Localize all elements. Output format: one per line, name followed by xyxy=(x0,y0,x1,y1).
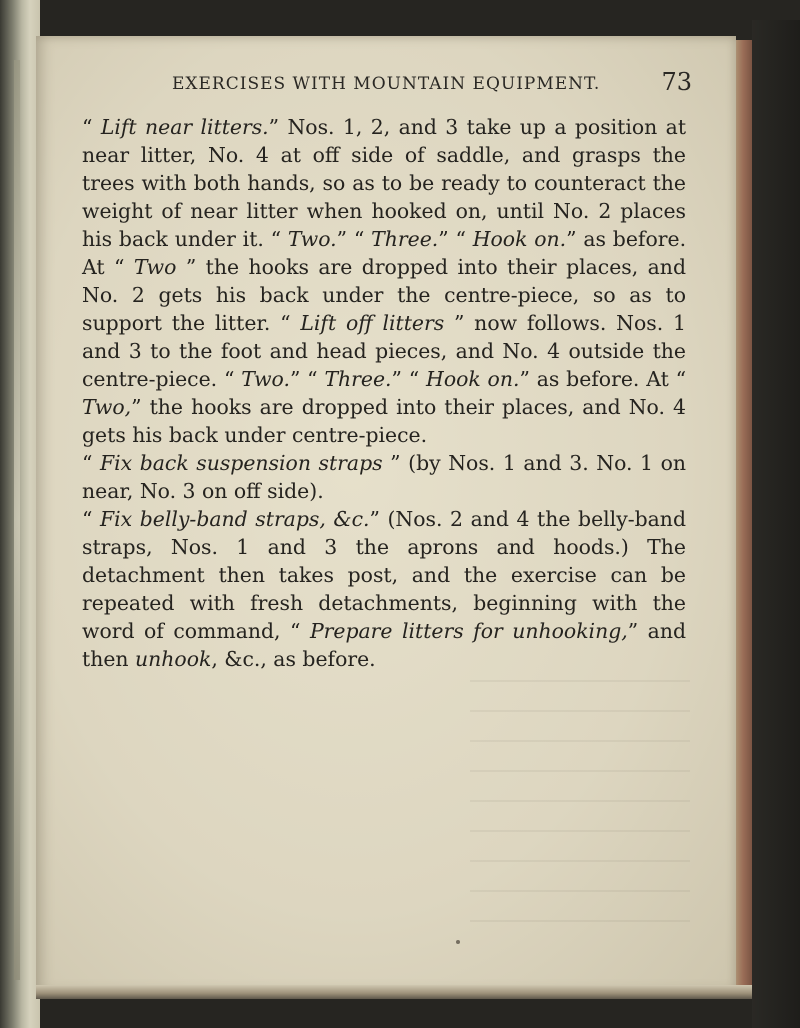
text-run: “ xyxy=(82,451,100,475)
text-run: , &c., as before. xyxy=(211,647,376,671)
command-phrase: unhook xyxy=(135,647,212,671)
page-header xyxy=(172,66,692,100)
book-cover-edge xyxy=(752,20,800,1028)
text-run: ” “ xyxy=(289,367,325,391)
paragraph-fix-belly-band xyxy=(82,505,686,673)
command-phrase: Two, xyxy=(82,395,132,419)
binding-stripe xyxy=(14,60,20,980)
command-phrase: Hook on. xyxy=(426,367,520,391)
page-number: 73 xyxy=(661,68,692,96)
text-run: ” the hooks are dropped into their places, and No. 2 gets his back under the centre-piece, so as to support the litter. “ xyxy=(82,255,686,335)
command-phrase: Fix belly-band straps, &c. xyxy=(100,507,370,531)
command-phrase: Two. xyxy=(241,367,290,391)
text-run: ” now follows. Nos. 1 and 3 to the foot and head pieces, and No. 4 outside the centre-piece. “ xyxy=(82,311,686,391)
page-bottom-edge xyxy=(36,985,752,999)
body-text xyxy=(82,113,686,673)
command-phrase: Hook on. xyxy=(472,227,567,251)
text-run: ” the hooks are dropped into their places, and No. 4 gets his back under centre-piece. xyxy=(82,395,686,447)
paragraph-fix-back-suspension xyxy=(82,449,686,505)
command-phrase: Lift off litters xyxy=(300,311,445,335)
text-run: ” as before. At “ xyxy=(519,367,687,391)
text-run: ” Nos. 1, 2, and 3 take up a position at near litter, No. 4 at off side of saddle, and grasps the trees with both hands, so as to be ready to counteract the weight of near litter when hooked on, until No. 2 places his back under it. “ xyxy=(82,115,687,251)
text-run: ” “ xyxy=(336,227,372,251)
show-through-text xyxy=(470,680,690,930)
command-phrase: Three. xyxy=(371,227,439,251)
ink-speck xyxy=(456,940,460,944)
text-run: ” (by Nos. 1 and 3. No. 1 on near, No. 3 on off side). xyxy=(82,451,686,503)
command-phrase: Three. xyxy=(324,367,392,391)
running-head: EXERCISES WITH MOUNTAIN EQUIPMENT. xyxy=(172,74,601,94)
text-run: ” as before. At “ xyxy=(82,227,687,279)
text-run: ” (Nos. 2 and 4 the belly-band straps, Nos. 1 and 3 the aprons and hoods.) The detachment then takes post, and the exercise can be repeated with fresh detachments, beginning with the word of command, “ xyxy=(82,507,686,643)
command-phrase: Two xyxy=(133,255,177,279)
text-run: ” and then xyxy=(82,619,687,671)
text-run: “ xyxy=(82,507,100,531)
command-phrase: Two. xyxy=(287,227,337,251)
book-binding xyxy=(0,0,40,1028)
command-phrase: Prepare litters for unhooking, xyxy=(309,619,628,643)
command-phrase: Fix back suspension straps xyxy=(99,451,383,475)
text-run: ” “ xyxy=(391,367,427,391)
command-phrase: Lift near litters. xyxy=(100,115,269,139)
text-run: ” “ xyxy=(438,227,473,251)
text-run: “ xyxy=(82,115,101,139)
paragraph-lift-near-litters xyxy=(82,113,686,449)
